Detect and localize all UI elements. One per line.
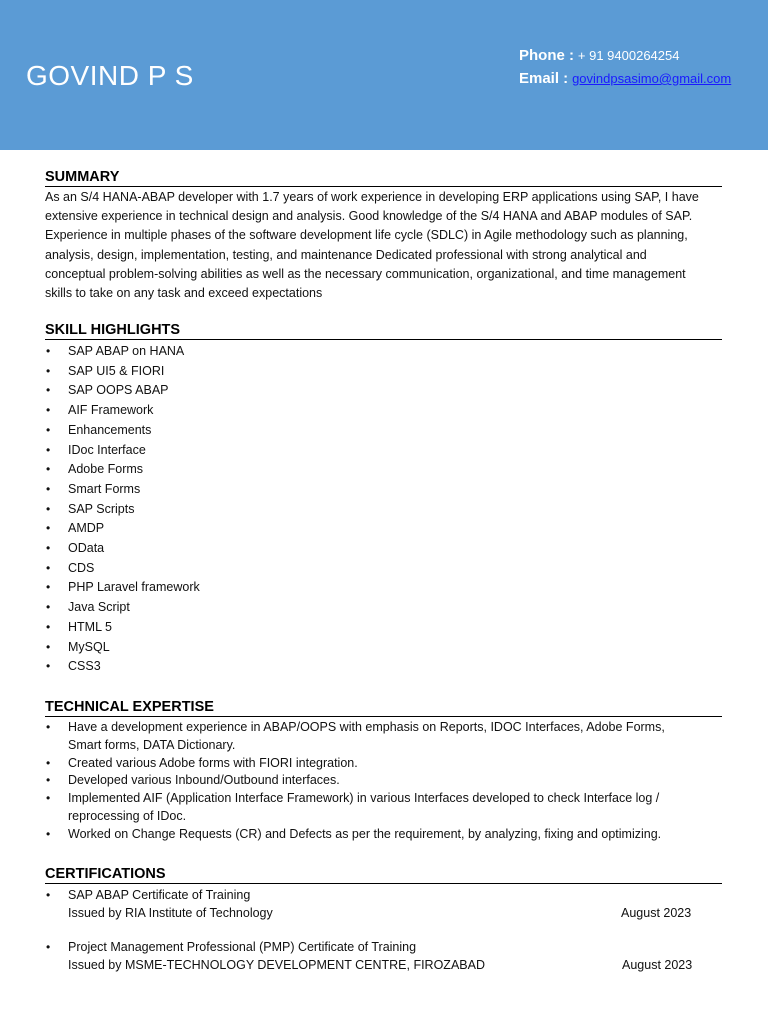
list-item: • AIF Framework [45, 401, 722, 421]
list-item: • PHP Laravel framework [45, 578, 722, 598]
list-item-line: reprocessing of IDoc. [68, 808, 187, 823]
summary-text [45, 188, 722, 303]
list-item: • Enhancements [45, 421, 722, 441]
summary-line: skills to take on any task and exceed expectations [45, 286, 323, 301]
summary-line: conceptual problem-solving abilities as well as the necessary communication, organizational, and time management [45, 266, 686, 281]
certification-date: August 2023 [622, 957, 693, 972]
technical-list [45, 719, 722, 844]
list-item [45, 755, 722, 773]
summary-line: extensive experience in technical design and analysis. Good knowledge of the S/4 HANA and ABAP modules of SAP. [45, 209, 693, 224]
list-item: • Smart Forms [45, 480, 722, 500]
skills-title: SKILL HIGHLIGHTS [45, 322, 722, 340]
list-item [45, 719, 722, 755]
list-item: • HTML 5 [45, 618, 722, 638]
email-label: Email : [519, 70, 569, 87]
skills-section [45, 322, 722, 677]
list-item: • MySQL [45, 638, 722, 658]
email-contact [519, 70, 731, 87]
summary-line: Experience in multiple phases of the software development life cycle (SDLC) in Agile methodology such as planning, [45, 228, 688, 243]
certification-name: • SAP ABAP Certificate of Training [68, 888, 251, 902]
phone-value: + 91 9400264254 [577, 48, 680, 63]
technical-title: TECHNICAL EXPERTISE [45, 699, 722, 717]
certification-date: August 2023 [621, 905, 692, 920]
phone-contact [519, 47, 679, 64]
phone-label: Phone : [519, 47, 574, 64]
list-item: • SAP Scripts [45, 500, 722, 520]
list-item: • AMDP [45, 519, 722, 539]
certification-issuer: Issued by RIA Institute of Technology [68, 905, 273, 920]
list-item: • CDS [45, 559, 722, 579]
skills-list [45, 342, 722, 677]
list-item-line: • Developed various Inbound/Outbound interfaces. [68, 773, 340, 788]
list-item-line: • Have a development experience in ABAP/OOPS with emphasis on Reports, IDOC Interfaces, Adobe Forms, [68, 720, 665, 734]
summary-title: SUMMARY [45, 169, 722, 187]
list-item: • CSS3 [45, 657, 722, 677]
resume-header [0, 0, 768, 150]
list-item [45, 826, 722, 844]
list-item: • Java Script [45, 598, 722, 618]
summary-line: analysis, design, implementation, testing, and maintenance Dedicated professional with strong analytical and [45, 247, 647, 262]
email-link[interactable]: govindpsasimo@gmail.com [572, 71, 732, 86]
certification-name: • Project Management Professional (PMP) Certificate of Training [68, 940, 417, 954]
certification-item [45, 939, 722, 974]
list-item: • SAP OOPS ABAP [45, 381, 722, 401]
list-item: • IDoc Interface [45, 441, 722, 461]
certifications-section [45, 866, 722, 974]
list-item-line: • Created various Adobe forms with FIORI integration. [68, 755, 358, 770]
list-item: • OData [45, 539, 722, 559]
certification-item [45, 887, 722, 922]
list-item-line: Smart forms, DATA Dictionary. [68, 737, 236, 752]
certifications-title: CERTIFICATIONS [45, 866, 722, 884]
technical-section [45, 699, 722, 844]
certification-issuer: Issued by MSME-TECHNOLOGY DEVELOPMENT CENTRE, FIROZABAD [68, 957, 485, 972]
summary-section [45, 169, 722, 303]
candidate-name: GOVIND P S [26, 60, 194, 91]
list-item: • SAP UI5 & FIORI [45, 362, 722, 382]
list-item [45, 790, 722, 826]
list-item [45, 772, 722, 790]
list-item-line: • Worked on Change Requests (CR) and Defects as per the requirement, by analyzing, fixing and optimizing. [68, 826, 662, 841]
summary-line: As an S/4 HANA-ABAP developer with 1.7 years of work experience in developing ERP applications using SAP, I have [45, 190, 699, 204]
list-item: • SAP ABAP on HANA [45, 342, 722, 362]
list-item-line: • Implemented AIF (Application Interface Framework) in various Interfaces developed to check Interface log / [68, 791, 660, 806]
list-item: • Adobe Forms [45, 460, 722, 480]
